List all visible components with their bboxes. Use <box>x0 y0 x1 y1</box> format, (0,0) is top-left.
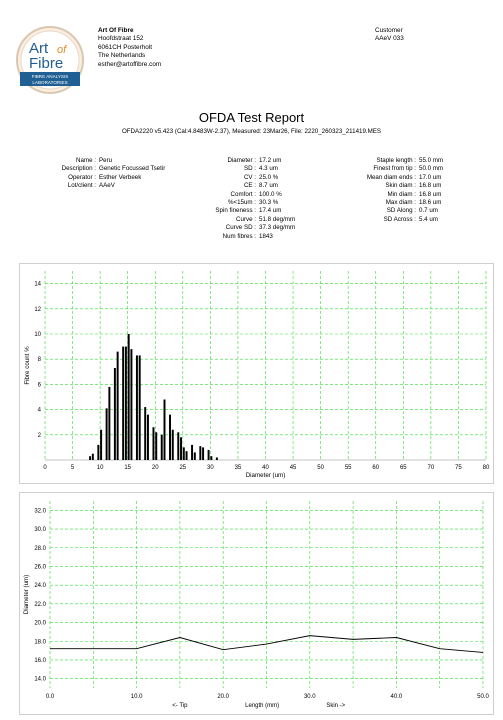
hist-xtick-label: 60 <box>372 465 380 471</box>
hist-bar <box>89 456 91 460</box>
hist-bar <box>183 447 185 460</box>
hist-bar <box>194 452 196 460</box>
hist-bar <box>191 445 193 460</box>
hist-ytick-label: 4 <box>37 407 41 414</box>
company-name: Art Of Fibre <box>98 27 134 34</box>
hist-bar <box>177 432 179 460</box>
stat-val-sdacross: 5.4 um <box>419 215 438 223</box>
company-address2: 6061CH Posterholt <box>98 43 152 51</box>
stat-val-meanends: 17.0 um <box>419 173 442 181</box>
prof-x-label-tip: <- Tip <box>172 703 188 709</box>
hist-bar <box>172 430 174 460</box>
prof-ytick-label: 30.0 <box>34 527 46 534</box>
company-country: The Netherlands <box>98 52 146 60</box>
stat-val-sdalong: 0.7 um <box>419 207 438 215</box>
sample-val-description: Genetic Focussed Tsetir <box>99 165 166 173</box>
stat-val-sd: 4.3 um <box>259 165 278 173</box>
prof-ytick-label: 20.0 <box>34 620 46 627</box>
hist-ytick-label: 10 <box>34 332 41 338</box>
stat-key-pct15: %<15um : <box>227 199 256 207</box>
stat-key-diameter: Diameter : <box>227 157 256 164</box>
hist-bar <box>122 347 124 460</box>
stat-key-sd: SD : <box>243 165 256 173</box>
stat-val-max: 18.6 um <box>419 199 442 207</box>
hist-xtick-label: 65 <box>399 465 407 471</box>
company-address <box>98 27 161 69</box>
stat-val-diameter: 17.2 um <box>259 157 282 164</box>
company-logo <box>14 24 86 96</box>
hist-bar <box>155 432 157 460</box>
hist-bar <box>199 446 201 460</box>
prof-xtick-label: 40.0 <box>390 694 403 700</box>
stat-val-curvesd: 37.3 deg/mm <box>259 224 296 232</box>
hist-xtick-label: 45 <box>289 465 297 471</box>
logo-line3: FIBRE ANALYSIS <box>31 74 69 79</box>
hist-xtick-label: 50 <box>317 465 324 471</box>
sample-key-name: Name : <box>76 157 96 164</box>
hist-xtick-label: 30 <box>207 465 214 471</box>
hist-bar <box>147 415 149 460</box>
report-title: OFDA Test Report <box>198 110 305 125</box>
stat-key-finest: Finest from tip : <box>373 165 416 173</box>
hist-xtick-label: 40 <box>262 465 269 471</box>
hist-bar <box>210 456 212 460</box>
stat-val-skin: 16.8 um <box>419 182 442 190</box>
stat-key-sdalong: SD Along : <box>386 207 416 215</box>
hist-xtick-label: 5 <box>70 465 75 471</box>
stat-val-ce: 8.7 um <box>259 182 278 190</box>
prof-x-label-skin: Skin -> <box>326 703 346 709</box>
customer-heading: Customer <box>375 27 403 34</box>
sample-val-name: Peru <box>99 157 113 164</box>
stat-val-cv: 25.0 % <box>259 173 279 181</box>
hist-bar <box>169 415 171 460</box>
hist-bar <box>130 349 132 460</box>
profile-panel <box>19 492 494 715</box>
hist-xtick-label: 70 <box>427 465 435 471</box>
hist-bar <box>117 352 119 460</box>
hist-bar <box>152 427 154 460</box>
customer-code: AAeV 033 <box>375 35 404 43</box>
hist-ytick-label: 14 <box>34 281 41 288</box>
company-email[interactable]: esther@artoffibre.com <box>98 60 162 68</box>
prof-xtick-label: 20.0 <box>217 694 230 700</box>
hist-xtick-label: 35 <box>234 465 242 471</box>
stat-key-curvesd: Curve SD : <box>225 224 256 232</box>
stat-key-numfibres: Num fibres : <box>222 232 256 240</box>
stats-right-values <box>419 157 443 224</box>
stat-val-staple: 55.0 mm <box>419 157 444 164</box>
hist-y-axis-label: Fibre count % <box>24 346 31 385</box>
diameter-histogram <box>20 264 493 483</box>
logo-line1b: of <box>57 44 67 56</box>
hist-bar <box>164 400 166 460</box>
stat-key-comfort: Comfort : <box>230 190 256 198</box>
hist-bar <box>202 447 204 460</box>
stat-key-min: Min diam : <box>387 190 416 198</box>
stat-key-meanends: Mean diam ends : <box>366 173 416 181</box>
diameter-profile-chart <box>20 493 493 714</box>
stat-val-finest: 50.0 mm <box>419 165 444 173</box>
hist-ytick-label: 8 <box>37 357 41 364</box>
logo-line4: LABORATORIES <box>32 80 68 85</box>
stats-mid-keys <box>186 157 256 241</box>
hist-bar <box>97 445 99 460</box>
hist-bar <box>180 437 182 460</box>
logo-graphic <box>14 24 86 96</box>
stat-val-min: 16.8 um <box>419 190 442 198</box>
prof-ytick-label: 14.0 <box>34 676 46 683</box>
sample-key-lot: Lot/client : <box>67 182 96 190</box>
company-address1: Hoofdstraat 152 <box>98 35 144 43</box>
hist-xtick-label: 15 <box>124 465 132 471</box>
logo-line1: Art <box>29 40 49 57</box>
prof-y-axis-label: Diameter (um) <box>23 574 30 615</box>
hist-bar <box>92 454 94 460</box>
hist-bar <box>128 334 130 460</box>
prof-xtick-label: 10.0 <box>130 694 143 700</box>
stat-key-sdacross: SD Across : <box>383 215 416 223</box>
histogram-panel <box>19 263 494 484</box>
stats-mid-values <box>259 157 295 241</box>
stat-key-cv: CV : <box>243 173 256 181</box>
stat-key-staple: Staple length : <box>376 157 416 164</box>
hist-bar <box>136 355 138 460</box>
hist-xtick-label: 20 <box>151 465 159 471</box>
sample-key-description: Description : <box>61 165 96 173</box>
hist-ytick-label: 2 <box>37 432 41 439</box>
hist-xtick-label: 55 <box>344 465 352 471</box>
hist-xtick-label: 0 <box>43 465 47 471</box>
prof-xtick-label: 50.0 <box>477 694 489 700</box>
stat-val-curve: 51.8 deg/mm <box>259 215 296 223</box>
sample-key-operator: Operator : <box>68 173 96 181</box>
hist-bar <box>208 450 210 460</box>
hist-bar <box>186 451 188 460</box>
logo-line2: Fibre <box>29 55 64 72</box>
sample-values <box>99 157 165 191</box>
prof-ytick-label: 16.0 <box>34 657 46 664</box>
stat-val-pct15: 30.3 % <box>259 199 279 207</box>
hist-xtick-label: 75 <box>455 465 462 471</box>
prof-xtick-label: 0.0 <box>45 694 55 700</box>
stats-right-keys <box>350 157 416 224</box>
hist-ytick-label: 6 <box>37 382 41 389</box>
hist-bar <box>139 355 141 460</box>
stat-key-spin: Spin fineness : <box>215 207 256 215</box>
prof-xtick-label: 30.0 <box>303 694 316 700</box>
prof-ytick-label: 18.0 <box>34 639 46 646</box>
prof-ytick-label: 22.0 <box>34 601 46 608</box>
hist-bar <box>106 408 108 460</box>
stat-val-comfort: 100.0 % <box>259 190 282 198</box>
prof-ytick-label: 24.0 <box>34 583 46 590</box>
prof-x-axis-label: Length (mm) <box>245 703 280 709</box>
prof-ytick-label: 32.0 <box>34 508 46 515</box>
hist-bar <box>161 435 163 460</box>
hist-x-axis-label: Diameter (um) <box>245 472 286 479</box>
hist-xtick-label: 25 <box>179 465 187 471</box>
hist-xtick-label: 10 <box>96 465 104 471</box>
hist-bar <box>144 407 146 460</box>
prof-ytick-label: 28.0 <box>34 545 46 552</box>
sample-keys <box>20 157 96 191</box>
stat-key-max: Max diam : <box>385 199 416 207</box>
hist-bar <box>216 457 218 460</box>
hist-bar <box>114 368 116 460</box>
stat-key-ce: CE : <box>243 182 256 190</box>
hist-xtick-label: 80 <box>482 465 490 471</box>
hist-bar <box>108 387 110 460</box>
stat-val-spin: 17.4 um <box>259 207 282 215</box>
hist-bar <box>125 347 127 460</box>
sample-val-lot: AAeV <box>99 182 115 190</box>
stat-key-skin: Skin diam : <box>385 182 416 190</box>
stat-key-curve: Curve : <box>236 215 256 223</box>
stat-val-numfibres: 1843 <box>259 232 273 240</box>
customer-block <box>375 27 404 44</box>
sample-val-operator: Esther Verbeek <box>99 173 142 181</box>
hist-bar <box>100 430 102 460</box>
report-subtitle: OFDA2220 v5.423 (Cal:4.8483W-2.37), Measured: 23Mar26, File: 2220_260323_211419.MES <box>121 128 382 135</box>
hist-ytick-label: 12 <box>34 306 41 313</box>
prof-ytick-label: 26.0 <box>34 564 46 571</box>
